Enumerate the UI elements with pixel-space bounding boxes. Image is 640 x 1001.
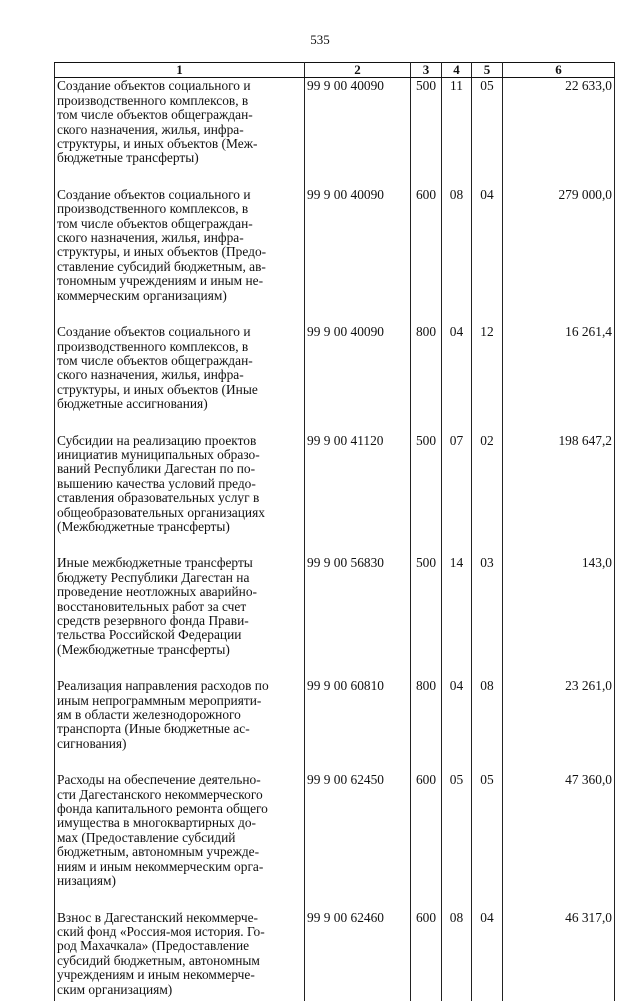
amount: 143,0 — [503, 556, 615, 679]
subsection-code: 04 — [472, 188, 503, 325]
expense-type-code: 500 — [411, 434, 442, 557]
table-row — [55, 556, 615, 679]
subsection-code: 03 — [472, 556, 503, 679]
table-row — [55, 188, 615, 325]
table-row — [55, 679, 615, 773]
expense-name: Создание объектов социального и производственного комплексов, в том числе объектов общеграждан- ского назначения, жилья, инфра- структуры, и иных объектов (Меж- бюджетные трансферты) — [55, 78, 305, 188]
expense-name: Создание объектов социального и производственного комплексов, в том числе объектов общеграждан- ского назначения, жилья, инфра- структуры, и иных объектов (Иные бюджетные ассигнования) — [55, 325, 305, 433]
target-code: 99 9 00 60810 — [305, 679, 411, 773]
table-header-row — [55, 63, 615, 78]
section-code: 08 — [442, 188, 472, 325]
expense-name: Создание объектов социального и производственного комплексов, в том числе объектов общеграждан- ского назначения, жилья, инфра- структуры, и иных объектов (Предо- ставление субсидий бюджетным, ав- тономным учреждениям и иным не- коммерческим организациям) — [55, 188, 305, 325]
expense-name: Взнос в Дагестанский некоммерче- ский фонд «Россия-моя история. Го- род Махачкала» (Предоставление субсидий бюджетным, автономным учреждениям и иным некоммерче- ским организациям) — [55, 911, 305, 1001]
expense-name: Реализация направления расходов по иным непрограммным мероприяти- ям в области железнодорожного транспорта (Иные бюджетные ас- сигнования) — [55, 679, 305, 773]
expense-type-code: 500 — [411, 78, 442, 188]
column-header-3: 3 — [411, 63, 442, 78]
column-header-5: 5 — [472, 63, 503, 78]
column-header-6: 6 — [503, 63, 615, 78]
expense-type-code: 600 — [411, 911, 442, 1001]
section-code: 04 — [442, 679, 472, 773]
table-row — [55, 325, 615, 433]
target-code: 99 9 00 56830 — [305, 556, 411, 679]
section-code: 07 — [442, 434, 472, 557]
expense-type-code: 600 — [411, 188, 442, 325]
expense-name: Субсидии на реализацию проектов инициатив муниципальных образо- ваний Республики Дагестан по по- вышению качества условий предо- ставления образовательных услуг в общеобразовательных организациях (Межбюджетные трансферты) — [55, 434, 305, 557]
section-code: 04 — [442, 325, 472, 433]
section-code: 14 — [442, 556, 472, 679]
subsection-code: 05 — [472, 773, 503, 910]
subsection-code: 08 — [472, 679, 503, 773]
amount: 46 317,0 — [503, 911, 615, 1001]
target-code: 99 9 00 62460 — [305, 911, 411, 1001]
expense-type-code: 600 — [411, 773, 442, 910]
amount: 23 261,0 — [503, 679, 615, 773]
amount: 198 647,2 — [503, 434, 615, 557]
section-code: 11 — [442, 78, 472, 188]
subsection-code: 12 — [472, 325, 503, 433]
expense-name: Иные межбюджетные трансферты бюджету Республики Дагестан на проведение неотложных аварийно- восстановительных работ за счет средств резервного фонда Прави- тельства Российской Федерации (Межбюджетные трансферты) — [55, 556, 305, 679]
amount: 279 000,0 — [503, 188, 615, 325]
table-row — [55, 773, 615, 910]
column-header-4: 4 — [442, 63, 472, 78]
target-code: 99 9 00 62450 — [305, 773, 411, 910]
table-row — [55, 911, 615, 1001]
table-row — [55, 78, 615, 188]
page-number: 535 — [310, 32, 330, 47]
expense-type-code: 800 — [411, 679, 442, 773]
column-header-2: 2 — [305, 63, 411, 78]
amount: 22 633,0 — [503, 78, 615, 188]
budget-table — [54, 62, 615, 1001]
target-code: 99 9 00 40090 — [305, 325, 411, 433]
target-code: 99 9 00 41120 — [305, 434, 411, 557]
amount: 47 360,0 — [503, 773, 615, 910]
table-row — [55, 434, 615, 557]
expense-type-code: 500 — [411, 556, 442, 679]
target-code: 99 9 00 40090 — [305, 188, 411, 325]
subsection-code: 02 — [472, 434, 503, 557]
subsection-code: 04 — [472, 911, 503, 1001]
expense-name: Расходы на обеспечение деятельно- сти Дагестанского некоммерческого фонда капитального ремонта общего имущества в многоквартирных до- мах (Предоставление субсидий бюджетным, автономным учрежде- ниям и иным некоммерческим орга- низациям) — [55, 773, 305, 910]
target-code: 99 9 00 40090 — [305, 78, 411, 188]
section-code: 05 — [442, 773, 472, 910]
expense-type-code: 800 — [411, 325, 442, 433]
amount: 16 261,4 — [503, 325, 615, 433]
column-header-1: 1 — [55, 63, 305, 78]
section-code: 08 — [442, 911, 472, 1001]
subsection-code: 05 — [472, 78, 503, 188]
